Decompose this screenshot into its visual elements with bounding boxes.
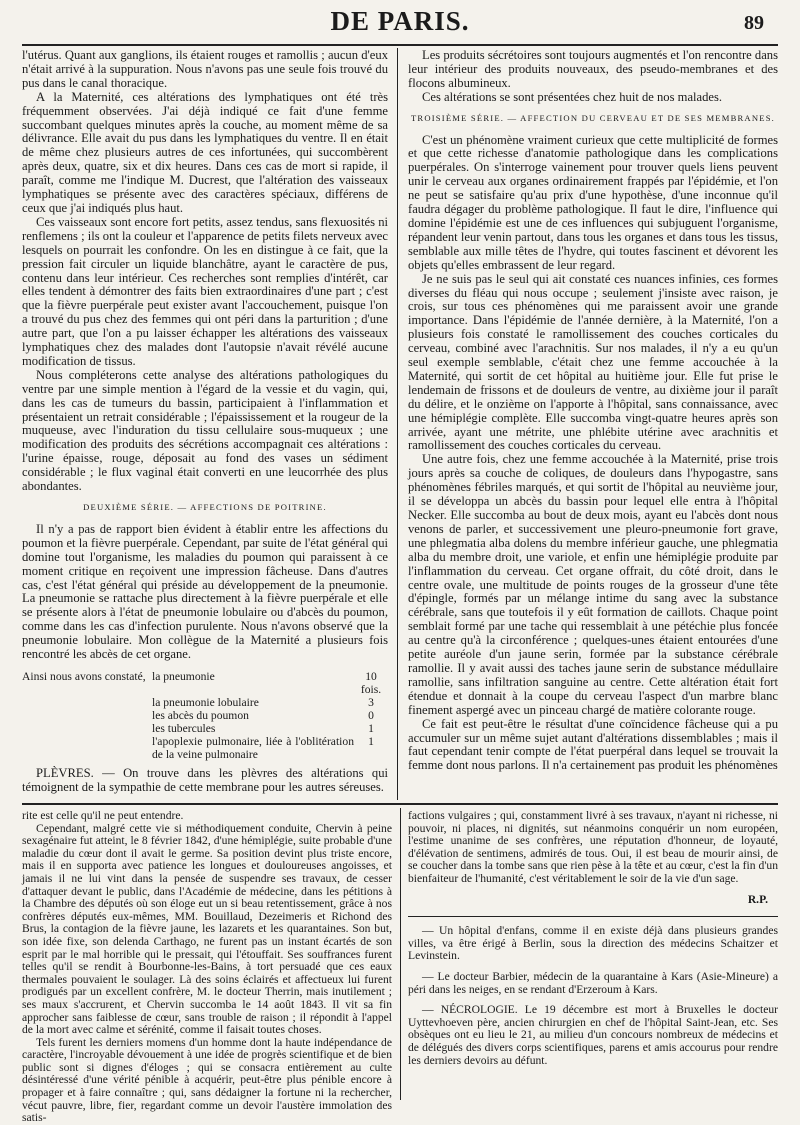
right-top-column xyxy=(408,49,778,799)
stats-label: la pneumonie lobulaire xyxy=(152,695,259,709)
statistics-table xyxy=(22,670,388,761)
stats-intro: Ainsi nous avons constaté, xyxy=(22,669,146,683)
paragraph: Cependant, malgré cette vie si méthodiquement conduite, Chervin à peine sexagénaire fut atteint, le 8 février 1842, d'une hémiplégie, suite probable d'une maladie du cœur dont il avait le germe. Sa position devint plus triste encore, mais il en supporta avec patience les longues et douloureuses angoisses, et jamais il ne lui vint dans la pensée de suspendre ses travaux, de cesser d'attaquer devant le public, dans l'Académie de médecine, dans les pétitions à la Chambre des députés où son éloge eut un si beau retentissement, grâce à nos confrères députés eux-mêmes, MM. Bouillaud, Dezeimeris et Richond des Brus, la contagion de la fièvre jaune, les lazarets et les quarantaines. Son but, son idée fixe, son delenda Carthago, ne furent pas un instant écartés de son esprit par le mal horrible qui le pressait, qui l'étouffait. Ses souffrances furent telles qu'il se rendit à Bourbonne-les-Bains, à tort persuadé que ces eaux thermales pouvaient le soulager. Là des soins éclairés et affectueux lui furent prodigués par un excellent confrère, M. le docteur Therrin, mais inutilement ; ses maux s'accrurent, et Chervin succomba le 14 août 1843. Il vit sa fin approcher sans faiblesse de cœur, sans trouble de raison ; il répondit à l'appel de la mort avec calme et sérénité, comme il faisait toutes choses. xyxy=(22,821,392,1037)
signature: R.P. xyxy=(747,892,768,906)
stats-value: 1 xyxy=(368,721,374,735)
paragraph: Tels furent les derniers momens d'un homme dont la haute indépendance de caractère, l'incroyable dévouement à une idée de progrès scientifique et de bien public sont si dignes d'éloges ; qui se consacra entièrement au culte désintéressé d'une vérité pénible à acquérir, peut-être plus pénible encore à propager et à faire connaître ; qui, sans dédaigner la fortune ni la rechercher, vécut pauvre, libre, fier, regardant comme un devoir l'austère immolation des satis- xyxy=(22,1035,392,1125)
left-top-column xyxy=(22,49,388,799)
paragraph: factions vulgaires ; qui, constamment livré à ses travaux, n'ayant ni richesse, ni pouvoir, ni places, ni dignités, sut néanmoins conquérir un nom européen, l'estime unanime de ses confrères, une réputation d'honneur, de loyauté, d'élévation de sentimens, admirés de tous. Oui, il est beau de mourir ainsi, de se coucher dans la tombe sans que rien pèse à la tête et au cœur, c'est la fin d'un bienfaiteur de l'humanité, c'est véritablement le soir de la vie d'un sage. xyxy=(408,809,778,885)
journal-title: DE PARIS. xyxy=(330,6,470,36)
paragraph: Une autre fois, chez une femme accouchée à la Maternité, prise trois jours après sa couche de coliques, de douleurs dans l'hypogastre, sans phénomènes fébriles marqués, et qui sortit de l'hôpital au neuvième jour, il se développa un abcès du bassin pour lequel elle entra à l'hôpital Necker. Elle succomba au bout de deux mois, ayant eu l'abcès dont nous venons de parler, et successivement une pleuro-pneumonie fort grave, une phlegmatia alba dolens du membre inférieur gauche, une phlegmatia alba du membre droit, une variole, et enfin une hémiplégie produite par l'inflammation du cerveau. Cet organe offrait, du côté droit, dans le centre ovale, une multitude de points rouges de la grosseur d'une tête d'épingle, formés par un mélange intime du sang avec la substance cérébrale, sans que toutefois il y eût formation de caillots. Chaque point semblait formé par une tache qui ressemblait à une pétéchie plus foncée au centre qu'à la circonférence ; quelques-unes étaient entourées d'une petite auréole d'un jaune serin, formée par la substance cérébrale ramollie. Il y avait aussi des taches jaune serin de substance médullaire ramollie, sans infiltration sanguine au centre. Cette altération était fort étendue et donnait à la coupe du cerveau l'aspect d'un marbre blanc finement aspergé avec un pinceau chargé de matière colorante rouge. xyxy=(408,452,778,717)
stats-label: les tubercules xyxy=(152,721,216,735)
left-bottom-column xyxy=(22,809,392,1125)
paragraph: Ce fait est peut-être le résultat d'une coïncidence fâcheuse qui a pu accumuler sur un même sujet autant d'altérations dissemblables ; mais il faut cependant tenir compte de l'état puerpéral dans lequel se trouvait la femme dont nous parlons. Il n'a certainement pas produit les phénomènes xyxy=(408,716,778,773)
column-rule xyxy=(400,808,401,1100)
section-heading: DEUXIÈME SÉRIE. — AFFECTIONS DE POITRINE. xyxy=(83,502,327,512)
stats-row xyxy=(22,735,388,761)
paragraph: Ces altérations se sont présentées chez huit de nos malades. xyxy=(422,89,723,104)
stats-value: 3 xyxy=(368,695,374,709)
section-heading: TROISIÈME SÉRIE. — AFFECTION DU CERVEAU ET DE SES MEMBRANES. xyxy=(410,112,776,123)
paragraph: l'utérus. Quant aux ganglions, ils étaient rouges et ramollis ; aucun d'eux n'était arrivé à la suppuration. Nous n'avons pas une seule fois trouvé du pus dans le canal thoracique. xyxy=(22,48,388,90)
column-rule xyxy=(397,48,398,800)
divider xyxy=(408,916,778,917)
paragraph: Je ne suis pas le seul qui ait constaté ces nuances infinies, ces formes diverses du fléau qui nous occupe ; seulement j'insiste avec raison, je crois, sur tous ces phénomènes qui me paraissent avoir une grande importance. Dans l'épidémie de l'année dernière, à la Maternité, l'on a plusieurs fois constaté le ramollissement des couches corticales du cerveau, combiné avec l'arachnitis. Sur nos malades, il n'y a eu qu'un seul exemple semblable, c'était chez une femme accouchée à la Maternité, qui sortit de cet hôpital au huitième jour. Elle fut prise le lendemain de frissons et de douleurs de ventre, au dixième jour il paraît du délire, et le onzième on l'apporte à l'hôpital, sans connaissance, avec une hémiplégie complète. Elle succomba vingt-quatre heures après son arrivée, ayant une métrite, une phlébite utérine avec arachnitis et ramollissement des couches corticales du cerveau. xyxy=(408,271,778,453)
news-item: — NÉCROLOGIE. Le 19 décembre est mort à Bruxelles le docteur Uyttevhoeven père, ancien chirurgien en chef de l'hôpital Saint-Jean, etc. Ses obsèques ont eu lieu le 21, au milieu d'un concours nombreux de médecins et de délégués des divers corps scientifiques, parens et amis accourus pour rendre les derniers devoirs au défunt. xyxy=(408,1003,778,1067)
stats-row xyxy=(22,696,388,709)
news-item: — Un hôpital d'enfans, comme il en existe déjà dans plusieurs grandes villes, va être érigé à Berlin, sous la direction des médecins Schaitzer et Levinstein. xyxy=(408,924,778,963)
stats-label: l'apoplexie pulmonaire, liée à l'oblitération de la veine pulmonaire xyxy=(152,734,354,761)
page-header xyxy=(0,0,800,42)
news-item: — Le docteur Barbier, médecin de la quarantaine à Kars (Asie-Mineure) a péri dans les neiges, en se rendant d'Erzeroum à Kars. xyxy=(408,969,778,996)
paragraph: rite est celle qu'il ne peut entendre. xyxy=(22,809,184,822)
stats-row xyxy=(22,722,388,735)
paragraph: A la Maternité, ces altérations des lymphatiques ont été très fréquemment observées. J'ai déjà indiqué ce fait d'une femme succombant quelques minutes après la couche, au moment même de sa délivrance. Elle avait du pus dans les lymphatiques du ventre. Il en était de même chez plusieurs autres de ces infortunées, qui succombèrent après deux, quatre, six et dix heures. Dans ces cas de mort si rapide, il paraît, comme me l'indique M. Ducrest, que l'altération des vaisseaux lymphatiques se présente avec des caractères spéciaux, différens de ceux que j'ai indiqués plus haut. xyxy=(22,89,388,215)
feuilleton-rule xyxy=(22,803,778,805)
stats-label: la pneumonie xyxy=(152,669,215,683)
paragraph: Nous compléterons cette analyse des altérations pathologiques du ventre par une simple mention à l'égard de la vessie et du vagin, qui, dans les cas de tumeurs du bassin, participaient à l'inflammation et présentaient un retrait considérable ; l'épaississement et la rougeur de la muqueuse, avec l'induration du tissu cellulaire sous-muqueux ; une modification des produits des sécrétions accompagnait ces altérations : l'urine épaisse, rouge, déposait au fond des vases un sédiment considérable ; le flux vaginal était converti en une leucorrhée des plus abondantes. xyxy=(22,367,388,494)
header-rule xyxy=(22,44,778,46)
right-bottom-column xyxy=(408,810,778,1100)
paragraph: Ces vaisseaux sont encore fort petits, assez tendus, sans flexuosités ni renflemens ; ils ont la couleur et l'apparence de petits filets nerveux avec lesquels on pourrait les confondre. On les en distingue à ce fait, que la pression fait circuler un liquide blanchâtre, ayant le caractère de pus, contenu dans leur intérieur. Ces recherches sont remplies d'intérêt, car elles tendent à démontrer des faits bien extraordinaires d'une part ; c'est que la fièvre puerpérale peut exister avant l'accouchement, puisque l'on a trouvé du pus chez des femmes qui ont péri dans la parturition ; d'une autre part, que l'on a pu laisser échapper les altérations des vaisseaux lymphatiques chez des malades dont l'autopsie n'avait révélé aucune modification de tissus. xyxy=(22,214,388,368)
stats-label: les abcès du poumon xyxy=(152,708,249,722)
paragraph: Les produits sécrétoires sont toujours augmentés et l'on rencontre dans leur intérieur des produits nouveaux, des pseudo-membranes et des flocons albumineux. xyxy=(408,48,778,90)
stats-value: 0 xyxy=(368,708,374,722)
stats-value: 10 fois. xyxy=(360,669,382,696)
paragraph: PLÈVRES. — On trouve dans les plèvres des altérations qui témoignent de la sympathie de cette membrane pour les autres séreuses. xyxy=(22,765,388,794)
paragraph: Il n'y a pas de rapport bien évident à établir entre les affections du poumon et la fièvre puerpérale. Cependant, par suite de l'état général qui domine tout l'organisme, les maladies du poumon qui paraissent à ce moment critique en reçoivent une impression fâcheuse. Dans d'autres cas, c'est l'état général qui préside au développement de la pneumonie. La pneumonie se rattache plus directement à la fièvre puerpérale et elle se présente alors à l'état de pneumonie lobulaire ou d'abcès du poumon, comme dans les cas d'infection purulente. Nous n'avons observé que la pneumonie lobulaire. Mon collègue de la Maternité a plusieurs fois rencontré les abcès de cet organe. xyxy=(22,521,388,662)
stats-row xyxy=(22,670,388,696)
paragraph: C'est un phénomène vraiment curieux que cette multiplicité de formes et que cette richesse d'anatomie pathologique dans les complications puerpérales. On s'interroge vainement pour trouver quels liens peuvent unir le cerveau aux organes ordinairement frappés par l'épidémie, et l'on ne peut se satisfaire qu'au prix d'une hypothèse, d'une inconnue qu'il faudra dégager du problème pathologique. Il faut le dire, l'influence qui domine l'épidémie est une de ces influences qui subjuguent l'organisme, répandent leur venin partout, dans tous les organes et dans tous les tissus, semblable aux mille têtes de l'hydre, qui toutes fascinent et dévorent les objets qu'elles embrassent de leur regard. xyxy=(408,132,778,272)
page-number: 89 xyxy=(744,12,764,34)
stats-row xyxy=(22,709,388,722)
stats-value: 1 xyxy=(368,734,374,748)
